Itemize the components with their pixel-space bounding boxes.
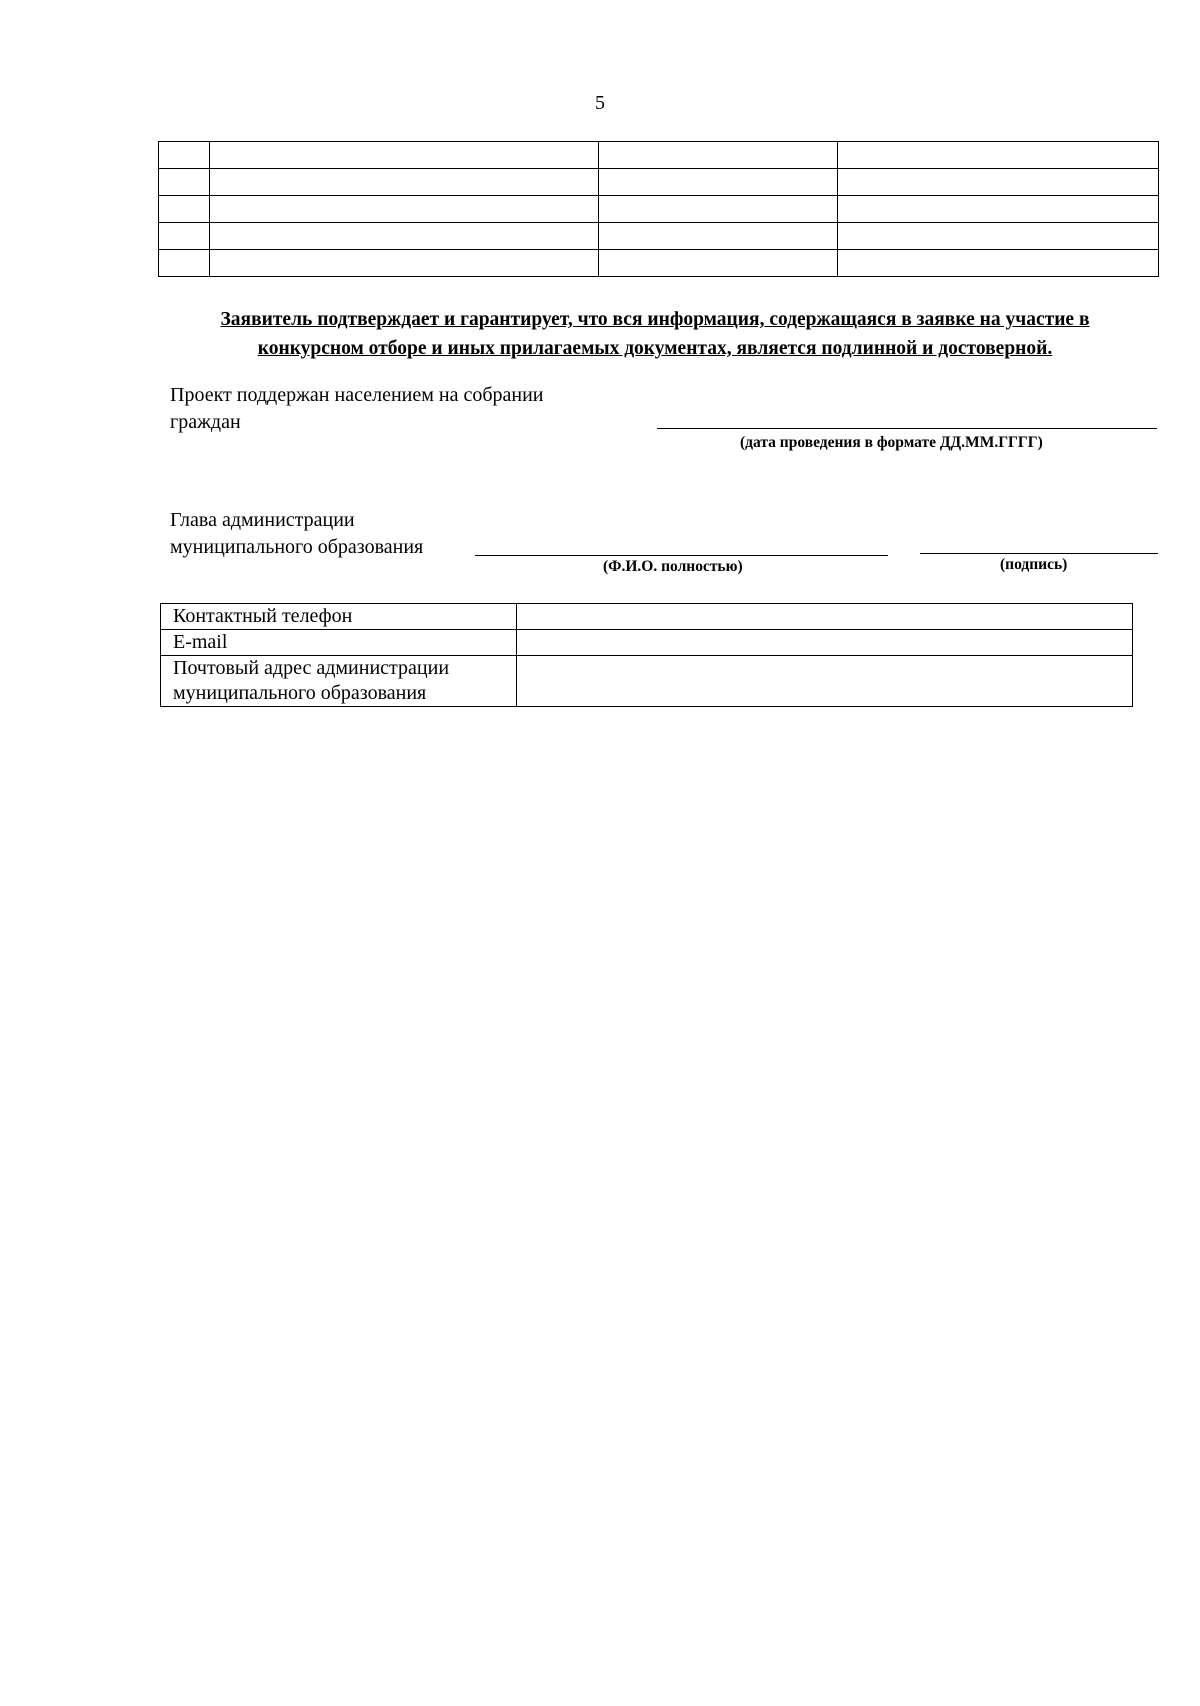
table-row xyxy=(159,250,1159,277)
contact-phone-label: Контактный телефон xyxy=(161,604,517,630)
head-label: Глава администрации муниципального образования xyxy=(170,509,424,558)
table-cell xyxy=(599,142,838,169)
table-cell xyxy=(159,196,210,223)
table-cell xyxy=(838,142,1159,169)
date-input-line[interactable] xyxy=(657,428,1157,429)
page-number: 5 xyxy=(595,92,605,114)
table-cell xyxy=(159,223,210,250)
table-cell xyxy=(838,169,1159,196)
table-row xyxy=(159,223,1159,250)
table-cell xyxy=(838,196,1159,223)
table-cell xyxy=(210,250,599,277)
table-cell xyxy=(838,223,1159,250)
table-cell xyxy=(599,169,838,196)
fio-input-line[interactable] xyxy=(475,555,888,556)
table-row xyxy=(159,196,1159,223)
table-row xyxy=(159,142,1159,169)
table-cell xyxy=(838,250,1159,277)
table-cell xyxy=(159,142,210,169)
applicant-declaration: Заявитель подтверждает и гарантирует, что вся информация, содержащаяся в заявке на участие в конкурсном отборе и иных прилагаемых документах, является подлинной и достоверной. xyxy=(220,309,1090,359)
date-caption: (дата проведения в формате ДД.ММ.ГГГГ) xyxy=(740,434,1043,451)
table-cell xyxy=(599,196,838,223)
support-label: Проект поддержан населением на собрании граждан xyxy=(170,384,544,433)
table-row xyxy=(161,630,1133,656)
contact-email-label: E-mail xyxy=(161,630,517,656)
signature-input-line[interactable] xyxy=(920,553,1158,554)
table-row xyxy=(159,169,1159,196)
signature-caption: (подпись) xyxy=(1000,556,1068,573)
table-cell xyxy=(210,169,599,196)
fio-caption: (Ф.И.О. полностью) xyxy=(603,558,743,575)
table-row xyxy=(161,604,1133,630)
table-cell xyxy=(599,223,838,250)
contact-address-field[interactable] xyxy=(517,656,1133,707)
contact-address-label: Почтовый адрес администрации муниципального образования xyxy=(161,656,517,707)
top-table xyxy=(158,141,1159,277)
contact-phone-field[interactable] xyxy=(517,604,1133,630)
table-cell xyxy=(159,169,210,196)
table-cell xyxy=(210,142,599,169)
contact-email-field[interactable] xyxy=(517,630,1133,656)
table-cell xyxy=(599,250,838,277)
table-row xyxy=(161,656,1133,707)
table-cell xyxy=(210,196,599,223)
table-cell xyxy=(159,250,210,277)
contact-table xyxy=(160,603,1133,707)
table-cell xyxy=(210,223,599,250)
